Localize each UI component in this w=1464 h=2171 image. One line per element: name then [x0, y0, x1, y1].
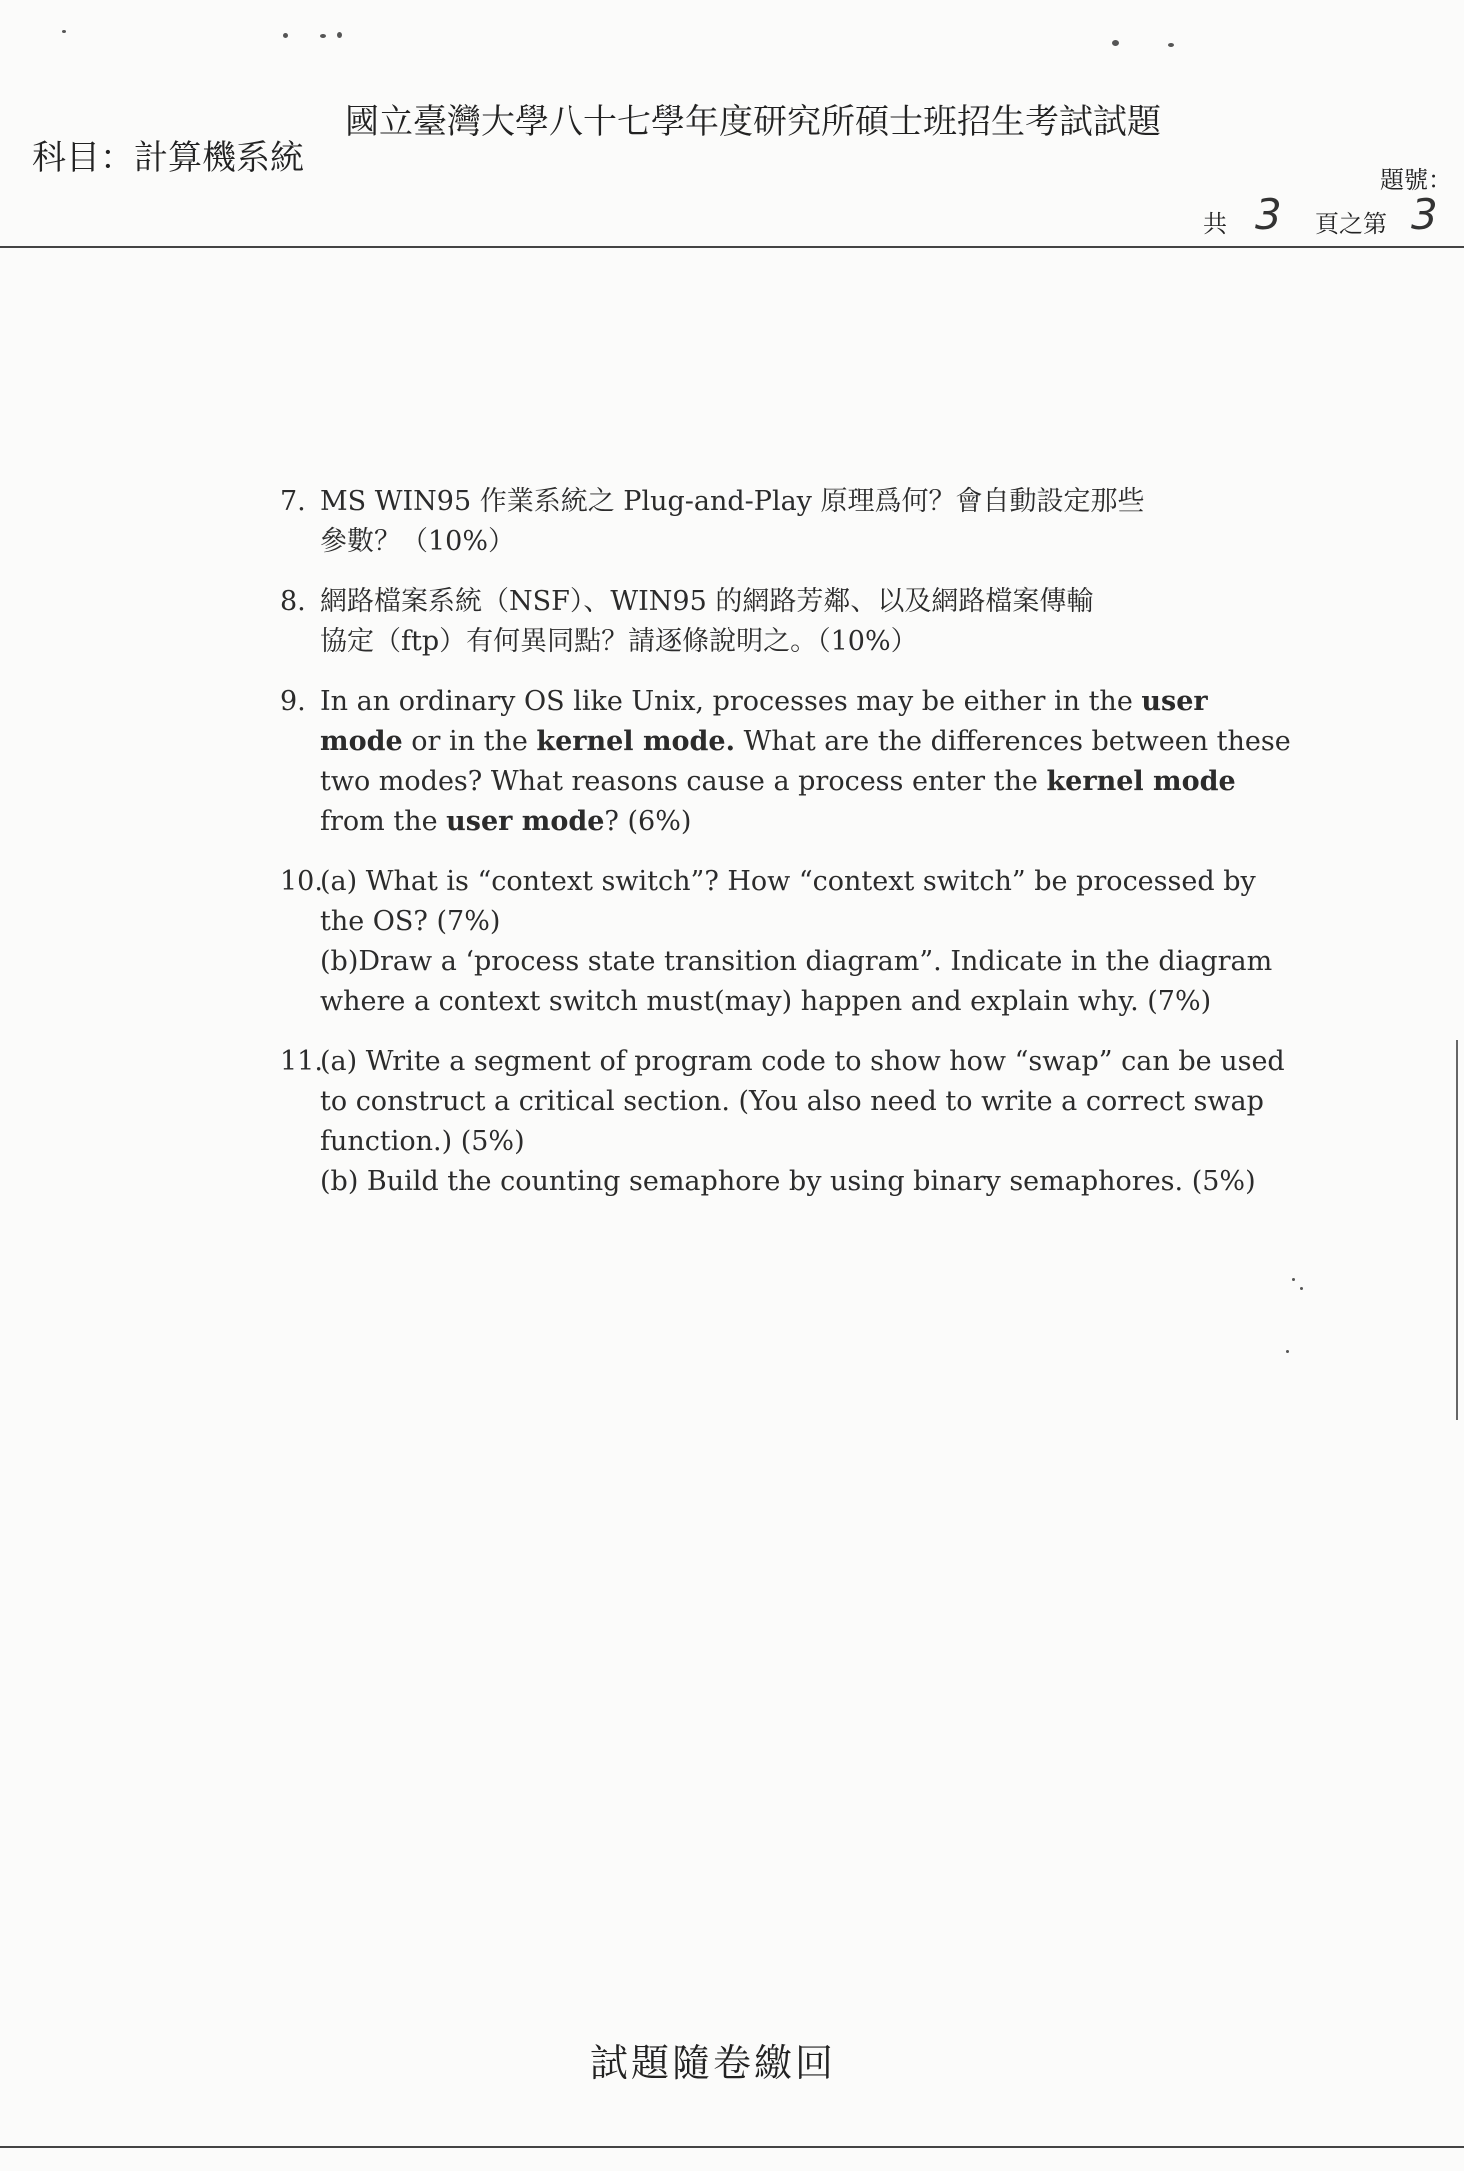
scan-speck	[337, 32, 342, 38]
page-total-value: 3	[1255, 190, 1282, 239]
scan-speck	[320, 34, 326, 38]
question-text: from the	[320, 806, 447, 837]
question-line	[320, 982, 1212, 1022]
scan-speck	[1300, 1287, 1303, 1290]
question-item	[280, 862, 1273, 1022]
question-line	[320, 1162, 1256, 1202]
question-number: 11.	[280, 1046, 323, 1077]
footer-note: 試題隨卷繳回	[590, 2041, 837, 2085]
question-number: 7.	[280, 486, 306, 517]
scan-speck	[1292, 1278, 1295, 1281]
question-text: 參數？（10%）	[320, 526, 516, 557]
exam-title: 國立臺灣大學八十七學年度研究所碩士班招生考試試題	[345, 102, 1161, 142]
page-total-prefix: 共	[1203, 210, 1227, 238]
question-text: MS WIN95 作業系統之 Plug-and-Play 原理爲何？會自動設定那些	[320, 486, 1145, 517]
question-item	[280, 682, 1291, 842]
question-text: or in the	[402, 726, 537, 757]
question-item	[280, 1042, 1285, 1202]
header-rule	[0, 246, 1464, 248]
question-list	[280, 482, 1291, 1222]
scan-speck	[1168, 43, 1174, 47]
question-line	[320, 682, 1208, 722]
question-line	[320, 762, 1236, 802]
question-number: 10.	[280, 866, 323, 897]
page-current-value: 3	[1411, 190, 1438, 239]
question-number: 9.	[280, 686, 306, 717]
question-text: 協定（ftp）有何異同點？請逐條說明之。（10%）	[320, 626, 918, 657]
scan-speck	[62, 30, 66, 33]
page-current-prefix: 頁之第	[1315, 210, 1387, 238]
scan-speck	[1112, 40, 1119, 46]
question-term: kernel mode	[1046, 766, 1236, 797]
question-line	[320, 902, 1200, 942]
question-text: 網路檔案系統（NSF）、WIN95 的網路芳鄰、以及網路檔案傳輸	[320, 586, 1094, 617]
question-text: where a context switch must(may) happen and explain why. (7%)	[320, 986, 1212, 1017]
page-count	[1203, 192, 1443, 242]
question-line	[320, 622, 1200, 662]
question-line	[320, 942, 1273, 982]
question-term: kernel mode.	[536, 726, 735, 757]
question-text: (a) What is “context switch”? How “context switch” be processed by	[320, 866, 1256, 897]
question-line	[320, 802, 1200, 842]
question-term: user	[1141, 686, 1208, 717]
question-line	[320, 1082, 1264, 1122]
question-term: user mode	[446, 806, 605, 837]
footer-rule	[0, 2146, 1464, 2148]
question-text: (a) Write a segment of program code to show how “swap” can be used	[320, 1046, 1285, 1077]
question-line	[320, 1042, 1285, 1082]
question-text: ? (6%)	[604, 806, 692, 837]
question-line	[320, 522, 1200, 562]
question-number: 8.	[280, 586, 306, 617]
question-line	[320, 1122, 1200, 1162]
question-line	[320, 482, 1200, 522]
question-line	[320, 722, 1291, 762]
question-text: In an ordinary OS like Unix, processes may be either in the	[320, 686, 1142, 717]
question-number-label: 題號：	[1380, 166, 1452, 194]
question-item	[280, 482, 1200, 562]
question-text: to construct a critical section. (You also need to write a correct swap	[320, 1086, 1264, 1117]
question-text: function.) (5%)	[320, 1126, 525, 1157]
question-line	[320, 862, 1256, 902]
scan-edge-line	[1456, 1040, 1458, 1420]
question-text: (b) Build the counting semaphore by using binary semaphores. (5%)	[320, 1166, 1256, 1197]
question-line	[320, 582, 1200, 622]
question-text: What are the differences between these	[735, 726, 1291, 757]
scan-speck	[1286, 1350, 1289, 1353]
question-text: (b)Draw a ‘process state transition diagram”. Indicate in the diagram	[320, 946, 1273, 977]
question-text: two modes? What reasons cause a process enter the	[320, 766, 1047, 797]
question-term: mode	[320, 726, 403, 757]
question-text: the OS? (7%)	[320, 906, 501, 937]
subject-label: 科目：計算機系統	[32, 138, 304, 178]
question-item	[280, 582, 1200, 662]
scan-speck	[283, 33, 288, 38]
